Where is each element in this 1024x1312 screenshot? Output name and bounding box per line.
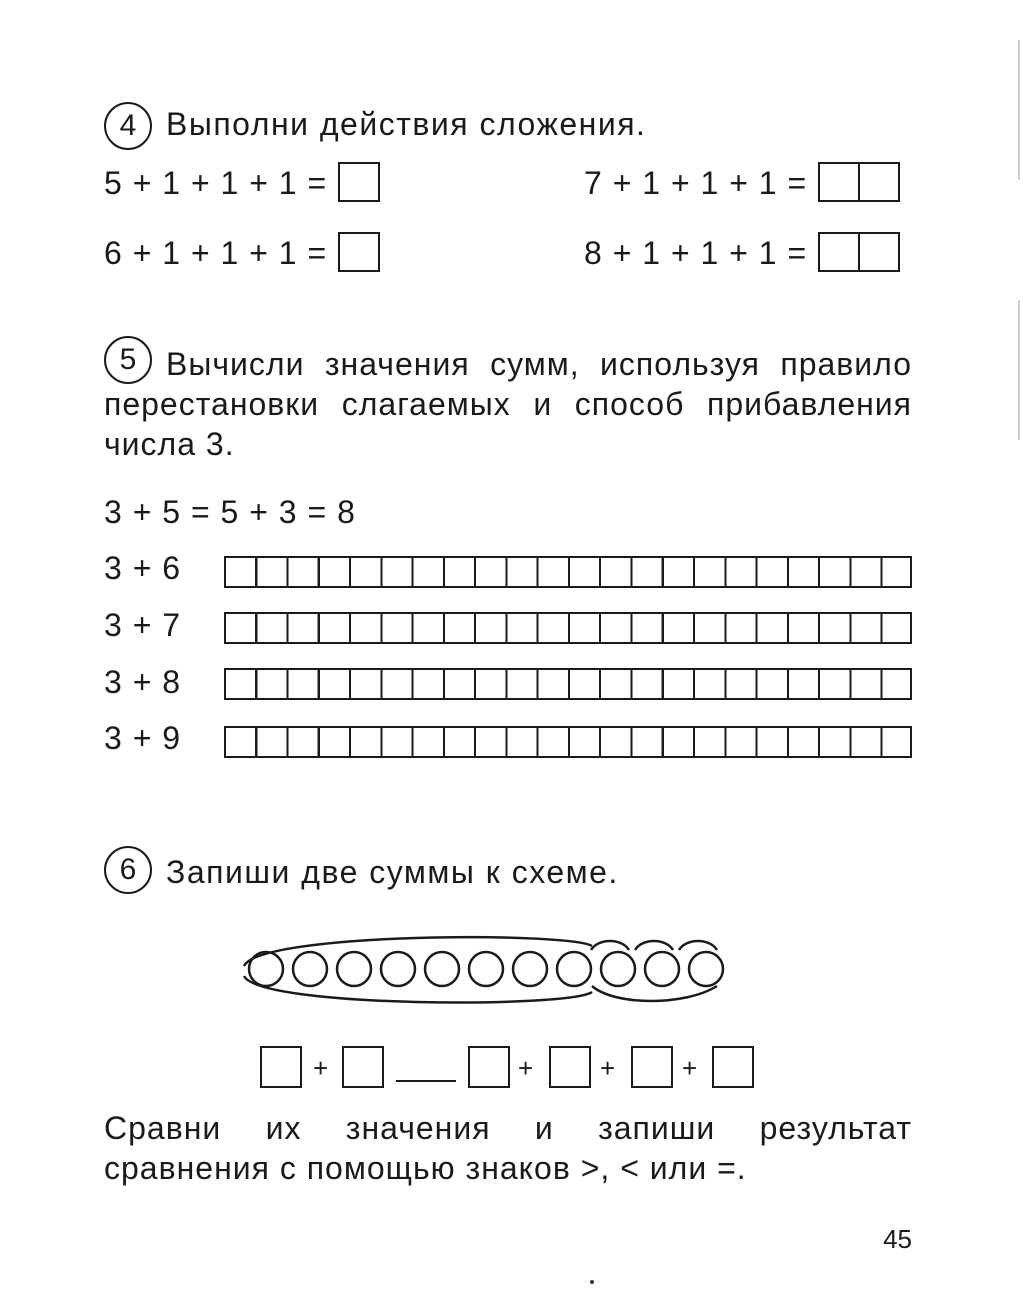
comparison-blank-line[interactable] xyxy=(396,1080,456,1082)
answer-grid[interactable] xyxy=(224,726,912,758)
page-edge-line xyxy=(1018,40,1020,180)
answer-box[interactable] xyxy=(338,232,380,272)
example-equation: 3 + 5 = 5 + 3 = 8 xyxy=(104,494,356,530)
compare-instruction: Сравни их значения и запиши результат сравнения с помощью знаков >, < или =. xyxy=(104,1110,912,1186)
group-bracket-small xyxy=(679,941,717,950)
equation-2: 7 + 1 + 1 + 1 = xyxy=(584,165,808,201)
answer-box[interactable] xyxy=(858,232,900,272)
counting-circle xyxy=(513,952,547,986)
sum-label: 3 + 7 xyxy=(104,607,182,643)
plus-sign: + xyxy=(682,1053,699,1083)
counting-circle xyxy=(425,952,459,986)
sum-label: 3 + 8 xyxy=(104,664,182,700)
sum-label: 3 + 6 xyxy=(104,550,182,586)
exercise-5-text: Вычисли значения сумм, используя правило перестановки слагаемых и способ прибавления числа 3. xyxy=(104,346,912,462)
counting-circle xyxy=(645,952,679,986)
equation-3: 6 + 1 + 1 + 1 = xyxy=(104,235,328,271)
sum-box[interactable] xyxy=(342,1046,384,1088)
counting-circle xyxy=(557,952,591,986)
answer-grid[interactable] xyxy=(224,612,912,644)
exercise-4-title: Выполни действия сложения. xyxy=(166,106,647,142)
print-speck xyxy=(590,1280,594,1284)
sum-box[interactable] xyxy=(468,1046,510,1088)
exercise-number-6: 6 xyxy=(104,846,152,894)
answer-box[interactable] xyxy=(818,232,860,272)
sum-box[interactable] xyxy=(631,1046,673,1088)
counting-circle xyxy=(381,952,415,986)
plus-sign: + xyxy=(313,1053,330,1083)
plus-sign: + xyxy=(518,1053,535,1083)
equation-4: 8 + 1 + 1 + 1 = xyxy=(584,235,808,271)
sum-box[interactable] xyxy=(260,1046,302,1088)
exercise-number-5: 5 xyxy=(104,336,152,384)
exercise-6-title: Запиши две суммы к схеме. xyxy=(166,854,619,890)
sum-box[interactable] xyxy=(712,1046,754,1088)
page-number: 45 xyxy=(883,1224,912,1254)
group-bracket-small xyxy=(592,986,717,1001)
counting-circle xyxy=(293,952,327,986)
exercise-number-4: 4 xyxy=(104,102,152,150)
counting-circle xyxy=(601,952,635,986)
answer-grid[interactable] xyxy=(224,556,912,588)
group-bracket-large xyxy=(244,937,592,966)
answer-box[interactable] xyxy=(818,162,860,202)
group-bracket-small xyxy=(635,941,673,950)
answer-box[interactable] xyxy=(338,162,380,202)
equation-1: 5 + 1 + 1 + 1 = xyxy=(104,165,328,201)
answer-grid[interactable] xyxy=(224,668,912,700)
group-bracket-small xyxy=(591,941,629,950)
circles-diagram xyxy=(230,920,730,1020)
counting-circle xyxy=(469,952,503,986)
page-edge-line xyxy=(1018,300,1020,440)
counting-circle xyxy=(337,952,371,986)
plus-sign: + xyxy=(600,1053,617,1083)
sum-box[interactable] xyxy=(549,1046,591,1088)
sum-label: 3 + 9 xyxy=(104,720,182,756)
answer-box[interactable] xyxy=(858,162,900,202)
counting-circle xyxy=(689,952,723,986)
